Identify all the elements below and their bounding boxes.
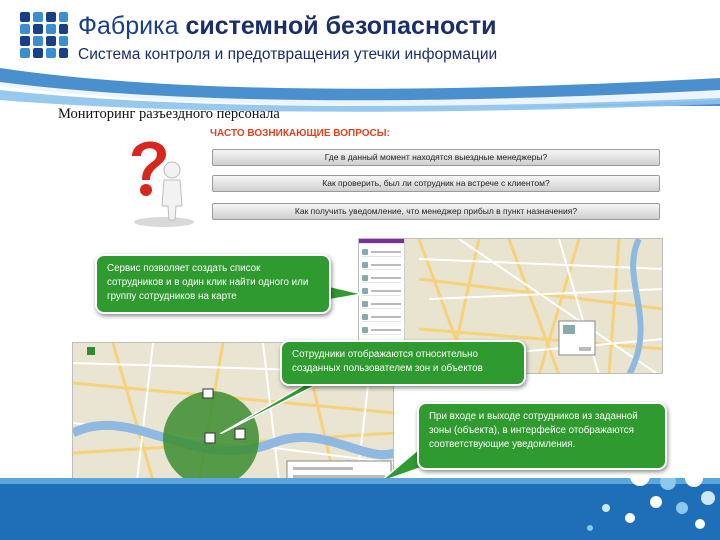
brand-title-regular: Фабрика: [78, 12, 186, 40]
faq-question-1[interactable]: Где в данный момент находятся выездные менеджеры?: [212, 149, 660, 166]
brand-title: [78, 12, 497, 41]
list-item[interactable]: [362, 286, 401, 296]
list-item[interactable]: [362, 247, 401, 257]
callout-employee-list: Сервис позволяет создать список сотрудников и в один клик найти одного или группу сотрудников на карте: [95, 254, 331, 314]
callout-tail-zones: [220, 378, 330, 434]
question-figure-icon: [120, 134, 200, 228]
list-item[interactable]: [362, 299, 401, 309]
callout-zones: Сотрудники отображаются относительно созданных пользователем зон и объектов: [280, 340, 526, 386]
bottom-decoration: [0, 478, 720, 540]
list-item[interactable]: [362, 260, 401, 270]
faq-question-2[interactable]: Как проверить, был ли сотрудник на встрече с клиентом?: [212, 175, 660, 192]
brand-title-bold: системной безопасности: [185, 12, 497, 40]
list-item[interactable]: [362, 312, 401, 322]
callout-notifications: При входе и выходе сотрудников из заданной зоны (объекта), в интерфейсе отображаются соответствующие уведомления.: [417, 402, 667, 470]
faq-question-3[interactable]: Как получить уведомление, что менеджер прибыл в пункт назначения?: [212, 203, 660, 220]
list-item[interactable]: [362, 273, 401, 283]
list-item[interactable]: [362, 325, 401, 335]
company-logo: [20, 12, 68, 58]
slide-title: Мониторинг разъездного персонала: [58, 106, 280, 122]
callout-tail-list: [328, 284, 362, 302]
brand-subtitle: Система контроля и предотвращения утечки информации: [78, 46, 498, 63]
faq-heading: ЧАСТО ВОЗНИКАЮЩИЕ ВОПРОСЫ:: [210, 128, 390, 139]
